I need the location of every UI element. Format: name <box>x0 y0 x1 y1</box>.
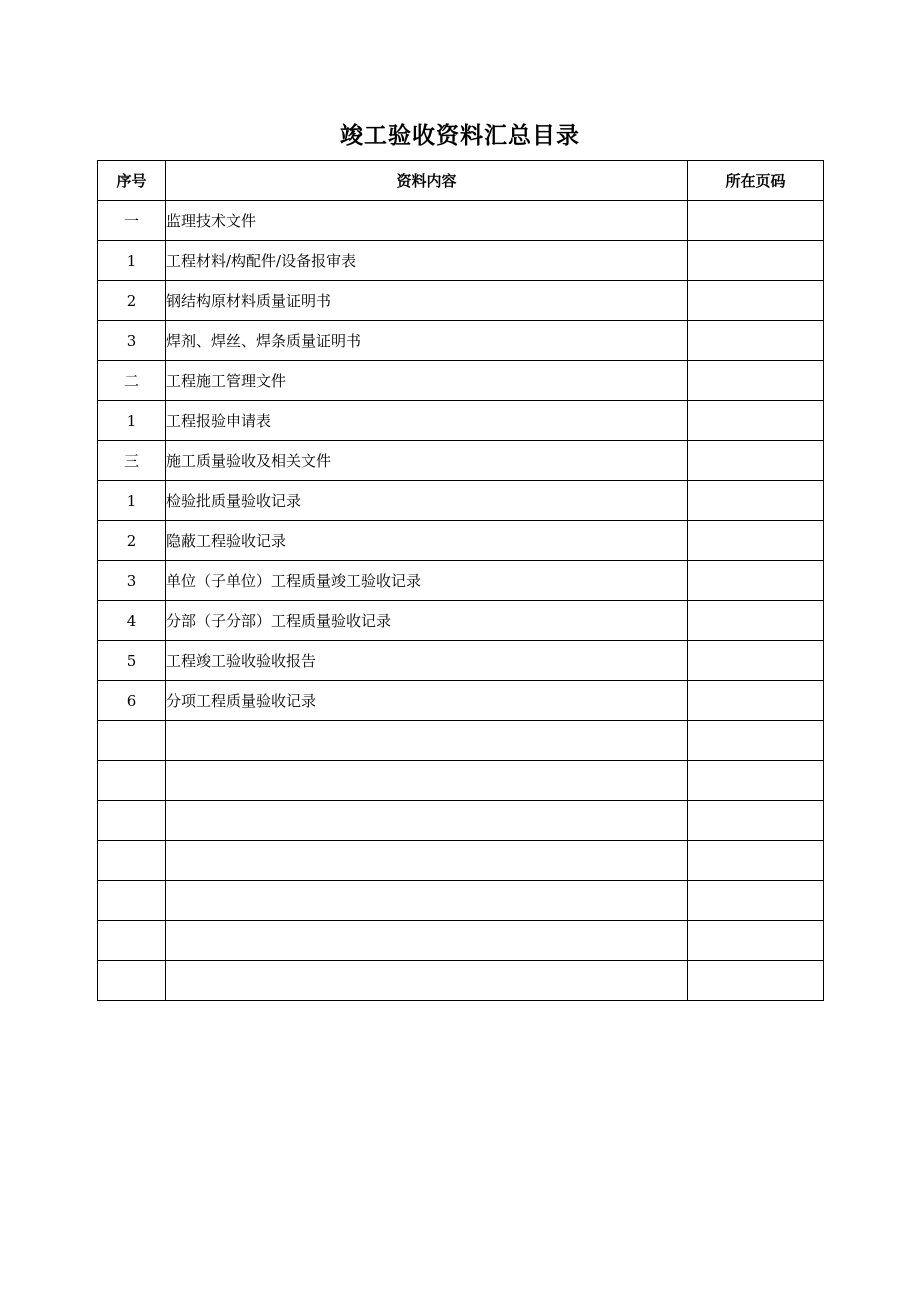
catalog-table <box>97 160 824 1001</box>
header-page-number: 所在页码 <box>688 161 824 201</box>
row-page-number <box>688 281 824 321</box>
row-content: 检验批质量验收记录 <box>166 481 688 521</box>
row-serial-number: 三 <box>98 441 166 481</box>
row-serial-number: 1 <box>98 241 166 281</box>
row-page-number <box>688 481 824 521</box>
row-content: 单位（子单位）工程质量竣工验收记录 <box>166 561 688 601</box>
header-serial-number: 序号 <box>98 161 166 201</box>
row-serial-number: 5 <box>98 641 166 681</box>
table-row <box>98 641 824 681</box>
row-page-number <box>688 201 824 241</box>
row-content <box>166 761 688 801</box>
row-serial-number <box>98 921 166 961</box>
table-row <box>98 201 824 241</box>
row-content <box>166 841 688 881</box>
row-serial-number: 一 <box>98 201 166 241</box>
row-content: 隐蔽工程验收记录 <box>166 521 688 561</box>
row-serial-number: 1 <box>98 401 166 441</box>
row-serial-number <box>98 801 166 841</box>
catalog-body <box>98 201 824 1001</box>
row-serial-number: 3 <box>98 321 166 361</box>
row-serial-number <box>98 841 166 881</box>
row-serial-number: 二 <box>98 361 166 401</box>
table-row <box>98 921 824 961</box>
table-row <box>98 681 824 721</box>
row-page-number <box>688 321 824 361</box>
row-content: 钢结构原材料质量证明书 <box>166 281 688 321</box>
row-serial-number <box>98 721 166 761</box>
row-content <box>166 801 688 841</box>
row-serial-number: 2 <box>98 281 166 321</box>
row-serial-number: 2 <box>98 521 166 561</box>
row-serial-number <box>98 961 166 1001</box>
row-page-number <box>688 841 824 881</box>
table-row <box>98 521 824 561</box>
row-content <box>166 921 688 961</box>
row-serial-number: 4 <box>98 601 166 641</box>
row-serial-number: 1 <box>98 481 166 521</box>
row-content: 监理技术文件 <box>166 201 688 241</box>
table-row <box>98 241 824 281</box>
row-page-number <box>688 761 824 801</box>
table-row <box>98 881 824 921</box>
row-content: 工程施工管理文件 <box>166 361 688 401</box>
row-page-number <box>688 641 824 681</box>
row-page-number <box>688 361 824 401</box>
table-row <box>98 561 824 601</box>
table-row <box>98 441 824 481</box>
table-row <box>98 321 824 361</box>
table-row <box>98 721 824 761</box>
table-row <box>98 961 824 1001</box>
table-row <box>98 401 824 441</box>
row-page-number <box>688 921 824 961</box>
table-row <box>98 841 824 881</box>
row-page-number <box>688 521 824 561</box>
row-page-number <box>688 401 824 441</box>
table-row <box>98 481 824 521</box>
row-serial-number <box>98 881 166 921</box>
row-content: 焊剂、焊丝、焊条质量证明书 <box>166 321 688 361</box>
row-content <box>166 881 688 921</box>
row-serial-number: 3 <box>98 561 166 601</box>
row-content: 分部（子分部）工程质量验收记录 <box>166 601 688 641</box>
row-content: 工程材料/构配件/设备报审表 <box>166 241 688 281</box>
row-page-number <box>688 681 824 721</box>
table-row <box>98 801 824 841</box>
row-page-number <box>688 801 824 841</box>
row-serial-number <box>98 761 166 801</box>
row-content: 工程竣工验收验收报告 <box>166 641 688 681</box>
row-page-number <box>688 441 824 481</box>
header-content: 资料内容 <box>166 161 688 201</box>
table-header-row <box>98 161 824 201</box>
row-page-number <box>688 721 824 761</box>
row-content <box>166 961 688 1001</box>
page-title: 竣工验收资料汇总目录 <box>340 123 580 149</box>
row-page-number <box>688 961 824 1001</box>
row-content: 分项工程质量验收记录 <box>166 681 688 721</box>
row-page-number <box>688 241 824 281</box>
table-row <box>98 601 824 641</box>
row-content <box>166 721 688 761</box>
table-row <box>98 281 824 321</box>
row-content: 施工质量验收及相关文件 <box>166 441 688 481</box>
row-page-number <box>688 601 824 641</box>
table-row <box>98 761 824 801</box>
row-serial-number: 6 <box>98 681 166 721</box>
row-page-number <box>688 561 824 601</box>
table-row <box>98 361 824 401</box>
row-content: 工程报验申请表 <box>166 401 688 441</box>
row-page-number <box>688 881 824 921</box>
